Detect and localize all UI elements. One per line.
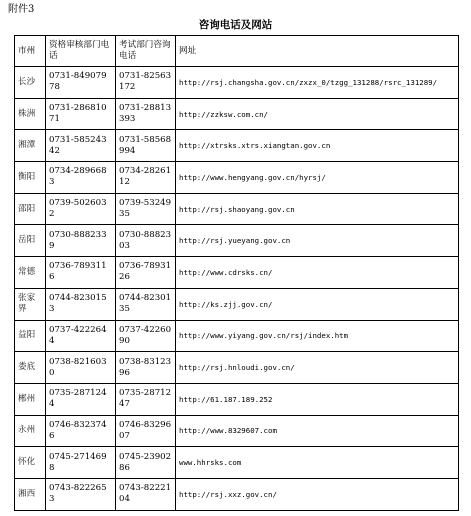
exam-phone-cell: 0745-2390286 xyxy=(116,447,176,479)
city-cell: 湘西 xyxy=(15,478,46,510)
review-phone-cell: 0745-2714698 xyxy=(46,447,116,479)
website-cell[interactable]: http://61.187.189.252 xyxy=(176,383,459,415)
city-cell: 郴州 xyxy=(15,383,46,415)
review-phone-cell: 0743-8222653 xyxy=(46,478,116,510)
exam-phone-cell: 0736-7893126 xyxy=(116,257,176,289)
table-row xyxy=(15,352,459,384)
exam-phone-cell: 0738-8312396 xyxy=(116,352,176,384)
header-city: 市州 xyxy=(15,36,46,67)
contact-table xyxy=(14,35,459,511)
city-cell: 岳阳 xyxy=(15,225,46,257)
exam-phone-cell: 0731-82563172 xyxy=(116,67,176,99)
table-row xyxy=(15,447,459,479)
city-cell: 张家界 xyxy=(15,288,46,320)
exam-phone-cell: 0730-8882303 xyxy=(116,225,176,257)
header-review-phone: 资格审核部门电话 xyxy=(46,36,116,67)
table-header-row xyxy=(15,36,459,67)
review-phone-cell: 0739-5026032 xyxy=(46,193,116,225)
table-row xyxy=(15,130,459,162)
city-cell: 娄底 xyxy=(15,352,46,384)
table-row xyxy=(15,193,459,225)
website-cell[interactable]: http://rsj.xxz.gov.cn/ xyxy=(176,478,459,510)
table-row xyxy=(15,383,459,415)
exam-phone-cell: 0731-28813393 xyxy=(116,98,176,130)
city-cell: 衡阳 xyxy=(15,162,46,194)
city-cell: 湘潭 xyxy=(15,130,46,162)
review-phone-cell: 0730-8882339 xyxy=(46,225,116,257)
annex-label: 附件3 xyxy=(8,4,35,15)
city-cell: 株洲 xyxy=(15,98,46,130)
city-cell: 长沙 xyxy=(15,67,46,99)
table-row xyxy=(15,320,459,352)
table-row xyxy=(15,257,459,289)
website-cell[interactable]: http://rsj.shaoyang.gov.cn xyxy=(176,193,459,225)
table-row xyxy=(15,98,459,130)
exam-phone-cell: 0739-5324935 xyxy=(116,193,176,225)
exam-phone-cell: 0731-58568994 xyxy=(116,130,176,162)
review-phone-cell: 0731-58524342 xyxy=(46,130,116,162)
exam-phone-cell: 0743-8222104 xyxy=(116,478,176,510)
website-cell[interactable]: http://rsj.yueyang.gov.cn xyxy=(176,225,459,257)
exam-phone-cell: 0737-4226090 xyxy=(116,320,176,352)
website-cell[interactable]: http://zzksw.com.cn/ xyxy=(176,98,459,130)
header-exam-phone: 考试部门咨询电话 xyxy=(116,36,176,67)
city-cell: 怀化 xyxy=(15,447,46,479)
website-cell[interactable]: http://rsj.changsha.gov.cn/zxzx_0/tzgg_131288/rsrc_131289/ xyxy=(176,67,459,99)
website-cell[interactable]: http://www.cdrsks.cn/ xyxy=(176,257,459,289)
city-cell: 益阳 xyxy=(15,320,46,352)
exam-phone-cell: 0734-2826112 xyxy=(116,162,176,194)
review-phone-cell: 0744-8230153 xyxy=(46,288,116,320)
website-cell[interactable]: http://www.yiyang.gov.cn/rsj/index.htm xyxy=(176,320,459,352)
exam-phone-cell: 0735-2871247 xyxy=(116,383,176,415)
review-phone-cell: 0746-8323746 xyxy=(46,415,116,447)
review-phone-cell: 0731-84907978 xyxy=(46,67,116,99)
website-cell[interactable]: http://www.hengyang.gov.cn/hyrsj/ xyxy=(176,162,459,194)
website-cell[interactable]: http://rsj.hnloudi.gov.cn/ xyxy=(176,352,459,384)
exam-phone-cell: 0746-8329607 xyxy=(116,415,176,447)
review-phone-cell: 0737-4222644 xyxy=(46,320,116,352)
city-cell: 永州 xyxy=(15,415,46,447)
header-website: 网址 xyxy=(176,36,459,67)
table-row xyxy=(15,67,459,99)
table-row xyxy=(15,162,459,194)
document-title: 咨询电话及网站 xyxy=(198,19,273,31)
table-row xyxy=(15,478,459,510)
review-phone-cell: 0735-2871244 xyxy=(46,383,116,415)
city-cell: 常德 xyxy=(15,257,46,289)
table-row xyxy=(15,288,459,320)
review-phone-cell: 0738-8216030 xyxy=(46,352,116,384)
exam-phone-cell: 0744-8230135 xyxy=(116,288,176,320)
website-cell[interactable]: http://xtrsks.xtrs.xiangtan.gov.cn xyxy=(176,130,459,162)
table-row xyxy=(15,415,459,447)
review-phone-cell: 0734-2896683 xyxy=(46,162,116,194)
table-row xyxy=(15,225,459,257)
review-phone-cell: 0731-28681071 xyxy=(46,98,116,130)
website-cell[interactable]: http://ks.zjj.gov.cn/ xyxy=(176,288,459,320)
website-cell[interactable]: www.hhrsks.com xyxy=(176,447,459,479)
city-cell: 邵阳 xyxy=(15,193,46,225)
review-phone-cell: 0736-7893116 xyxy=(46,257,116,289)
website-cell[interactable]: http://www.8329607.com xyxy=(176,415,459,447)
